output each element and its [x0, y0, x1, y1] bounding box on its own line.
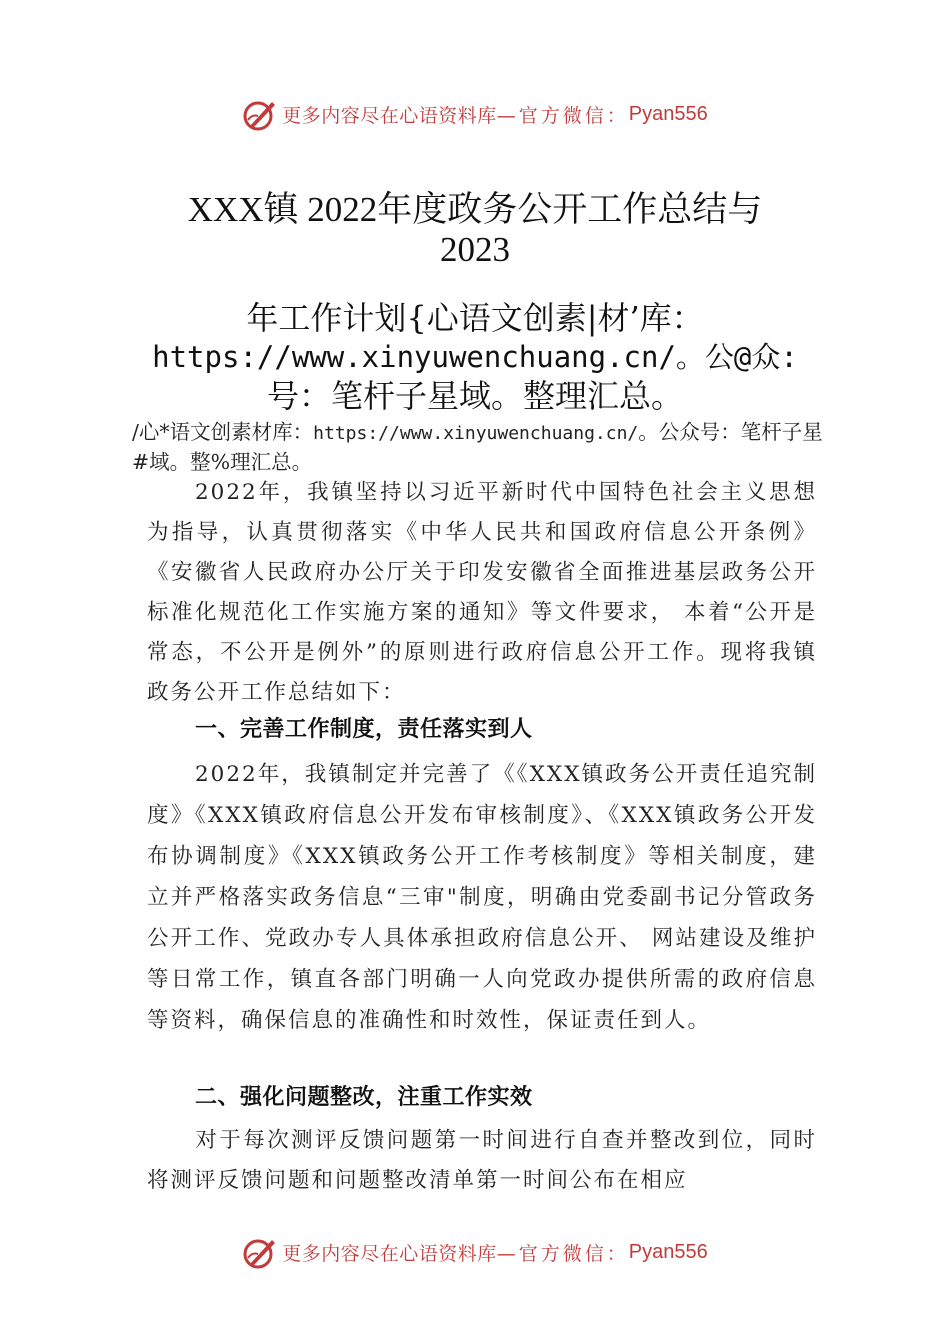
section-heading-1: 一、完善工作制度，责任落实到人: [195, 717, 533, 742]
brush-logo-icon: [242, 96, 278, 132]
footer-banner-text: 更多内容尽在心语资料库: [282, 1242, 497, 1265]
source-suffix: 。公众号：笔杆子星#域。整%理汇总。: [132, 420, 823, 474]
source-note: [132, 418, 832, 476]
source-prefix: /心*语文创素材库：: [132, 420, 314, 444]
footer-banner-wechat-id: Pyan556: [628, 1240, 708, 1263]
banner-separator: —官方微信：: [496, 104, 629, 127]
paragraph-2-text: 2022年，我镇制定并完善了《《XXX镇政务公开责任追究制度》《XXX镇政府信息公开发布审核制度》、《XXX镇政务公开发布协调制度》《XXX镇政务公开工作考核制度》等相关制度，建立并严格落实政务信息“三审"制度，明确由党委副书记分管政务公开工作、党政办专人具体承担政府信息公开、 网站建设及维护等日常工作，镇直各部门明确一人向党政办提供所需的政府信息等资料，确保信息的准确性和时效性，保证责任到人。: [147, 762, 817, 1033]
doc-title-line2: 2023: [440, 230, 510, 269]
doc-title-line4: https://www.xinyuwenchuang.cn/。公@众:: [152, 340, 798, 374]
banner-text: 更多内容尽在心语资料库: [282, 104, 497, 127]
body-paragraph-3: [147, 1121, 817, 1201]
source-link[interactable]: https://www.xinyuwenchuang.cn/: [313, 423, 639, 444]
brush-logo-icon: [242, 1234, 278, 1270]
paragraph-1-text: 2022年，我镇坚持以习近平新时代中国特色社会主义思想为指导，认真贯彻落实《中华人民共和国政府信息公开条例》《安徽省人民政府办公厅关于印发安徽省全面推进基层政务公开标准化规范化工作实施方案的通知》等文件要求， 本着“公开是常态，不公开是例外”的原则进行政府信息公开工作。现将我镇政务公开工作总结如下：: [147, 480, 817, 705]
doc-title-line1: XXX镇 2022年度政务公开工作总结与: [187, 190, 763, 229]
footer-banner: [0, 1232, 950, 1272]
header-banner: [0, 94, 950, 134]
banner-wechat-id: Pyan556: [628, 102, 708, 125]
section-heading-2: 二、强化问题整改，注重工作实效: [195, 1085, 533, 1110]
footer-banner-separator: —官方微信：: [496, 1242, 629, 1265]
paragraph-3-text: 对于每次测评反馈问题第一时间进行自查并整改到位，同时将测评反馈问题和问题整改清单第一时间公布在相应: [147, 1128, 817, 1193]
body-paragraph-2: [147, 754, 817, 1041]
body-paragraph-1: [147, 473, 817, 713]
doc-title-line3: 年工作计划{心语文创素|材’库：: [246, 299, 704, 337]
doc-title-line5: 号：笔杆子星域。整理汇总。: [266, 377, 683, 415]
